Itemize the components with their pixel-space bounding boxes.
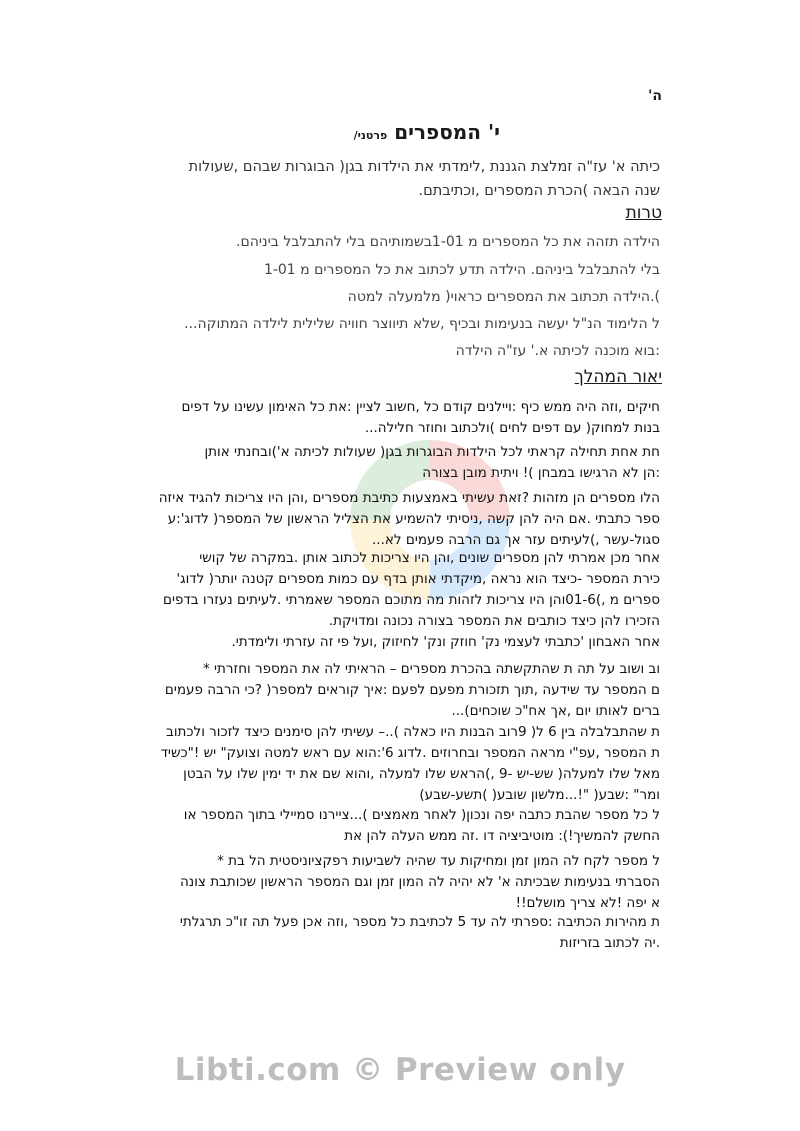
paragraph-line: מאל שלו למעלה( שש-יש -9 ,)הראש שלו למעלה ,והוא שם את יד ימין שלו על הבטן (183, 766, 660, 782)
paragraph-line: ל כל מספר שהבת כתבה יפה ונכון( לאחר מאמצים )...ציירנו סמיילי בתוך המספר או (183, 807, 660, 823)
paragraph-line: ת מהירות הכתיבה :ספרתי לה עד 5 לכתיבת כל מספר ,וזה אכן פעל תה זו"כ תרגלתי (179, 914, 660, 930)
paragraph-line: א יפה !לא צריך מושלם!! (515, 895, 660, 911)
goal-item: ).הילדה תכתוב את המספרים כראוי( מלמעלה למטה (347, 289, 660, 305)
preview-watermark-text: Libti.com © Preview only (174, 1052, 626, 1088)
goal-item: ל הלימוד הנ"ל יעשה בנעימות ובכיף ,שלא תיווצר חוויה שלילית לילדה המתוקה... (184, 316, 660, 332)
process-paragraph (20, 488, 660, 551)
paragraph-line: ספרים מ ,)01-6והן היו צריכות לזהות מה מתוכם המספר שאמרתי .לעיתים נעזרו בדפים (163, 592, 660, 608)
goal-item: :בוא מוכנה לכיתה א.' עז"ה הילדה (455, 343, 660, 359)
process-paragraph (20, 912, 660, 954)
paragraph-line: אחר האבחון 'כתבתי לעצמי נק' חוזק ונק' לחיזוק ,ועל פי זה עזרתי ולימדתי. (231, 634, 660, 650)
title-small: פרטני/ (353, 129, 388, 142)
process-paragraph (20, 442, 660, 484)
process-heading-part2: המהלך (574, 367, 628, 387)
paragraph-line: ם המספר עד שידעה ,תוך תזכורת מפעם לפעם :איך קוראים למספר( ?כי הרבה פעמים (164, 682, 660, 698)
process-paragraph (20, 659, 660, 722)
process-paragraph (20, 548, 660, 632)
title-main: י' המספרים (394, 120, 500, 144)
process-paragraph (20, 722, 660, 806)
goals-heading: טרות (625, 203, 662, 223)
paragraph-line: ת שהתבלבלה בין 6 ל( 9רוב הבנות היו כאלה )..– עשיתי להן סימנים כיצד לזכור ולכתוב (166, 724, 660, 740)
paragraph-line: ת המספר ,עפ"י מראה המספר ובחרוזים .לדוג 6':הוא עם ראש למטה וצועק" יש !"כשיד (160, 745, 660, 761)
process-heading (575, 367, 662, 387)
process-paragraph (20, 851, 660, 914)
paragraph-line: ספר כתבתי .אם היה להן קשה ,ניסיתי להשמיע את הצליל הראשון של המספר( לדוג':ע (167, 511, 660, 527)
paragraph-line: :הן לא הרגישו במבחן )! ויתית מובן בצורה (422, 465, 660, 481)
paragraph-line: הזכירו להן כיצד כותבים את המספר בצורה נכונה ומדויקת. (328, 613, 660, 629)
intro-line: שנה הבאה )הכרת המספרים ,וכתיבתם. (418, 183, 660, 199)
paragraph-line: הסברתי בנעימות שבכיתה א' לא יהיה לה המון זמן וגם המספר הראשון שכותבת צונה (179, 874, 660, 890)
paragraph-line: ל מספר לקח לה המון זמן ומחיקות עד שהיה לשביעות רפקציוניסטית הל בת * (217, 853, 660, 869)
process-paragraph (20, 397, 660, 439)
paragraph-line: ומר" :שבע( "!...מלשון שובע( )תשע-שבע) (419, 787, 660, 803)
paragraph-line: אחר מכן אמרתי להן מספרים שונים ,והן היו צריכות לכתוב אותן .במקרה של קושי (199, 550, 660, 566)
paragraph-line: החשק להמשיך!): מוטיביציה דו .זה ממש העלה להן את (344, 828, 660, 844)
process-paragraph (20, 805, 660, 847)
intro-paragraph (40, 155, 660, 203)
process-paragraph (20, 632, 660, 653)
goal-item: בלי להתבלבל ביניהם. הילדה תדע לכתוב את כל המספרים מ 1-01 (263, 262, 660, 278)
process-heading-part1: יאור (627, 367, 662, 387)
paragraph-line: בנות למחוק( עם דפים לחים )ולכתוב וחוזר חלילה... (364, 420, 660, 436)
paragraph-line: הלו מספרים הן מזהות ?זאת עשיתי באמצעות כתיבת מספרים ,והן היו צריכות להגיד איזה (158, 490, 660, 506)
paragraph-line: וב ושוב על תה ת שהתקשתה בהכרת מספרים – הראיתי לה את המספר וחזרתי * (202, 661, 660, 677)
paragraph-line: חת אחת תחילה קראתי לכל הילדות הבוגרות בגן( שעולות לכיתה א')ובחנתי אותן (204, 444, 660, 460)
intro-line: כיתה א' עז"ה זמלצת הגננת ,לימדתי את הילדות בגן( הבוגרות שבהם ,שעולות (188, 159, 660, 175)
page-title (354, 120, 500, 144)
paragraph-line: כירת המספר -כיצד הוא נראה ,מיקדתי אותן בדף עם כמות מספרים קטנה יותר( לדוג' (176, 571, 660, 587)
goal-item: הילדה תזהה את כל המספרים מ 1-01בשמותיהם בלי להתבלבל ביניהם. (236, 234, 660, 250)
paragraph-line: חיקים ,וזה היה ממש כיף :ויילנים קודם כל ,חשוב לציין :את כל האימון עשינו על דפים (181, 399, 660, 415)
page-corner-mark: ה' (648, 88, 662, 104)
paragraph-line: .יה לכתוב בזריזות (559, 935, 660, 951)
paragraph-line: ברים לאותו יום ,אך אח"כ שוכחים)... (451, 703, 660, 719)
paragraph-line: סגול-עשר ,)לעיתים עזר אך גם הרבה פעמים לא... (372, 532, 660, 548)
